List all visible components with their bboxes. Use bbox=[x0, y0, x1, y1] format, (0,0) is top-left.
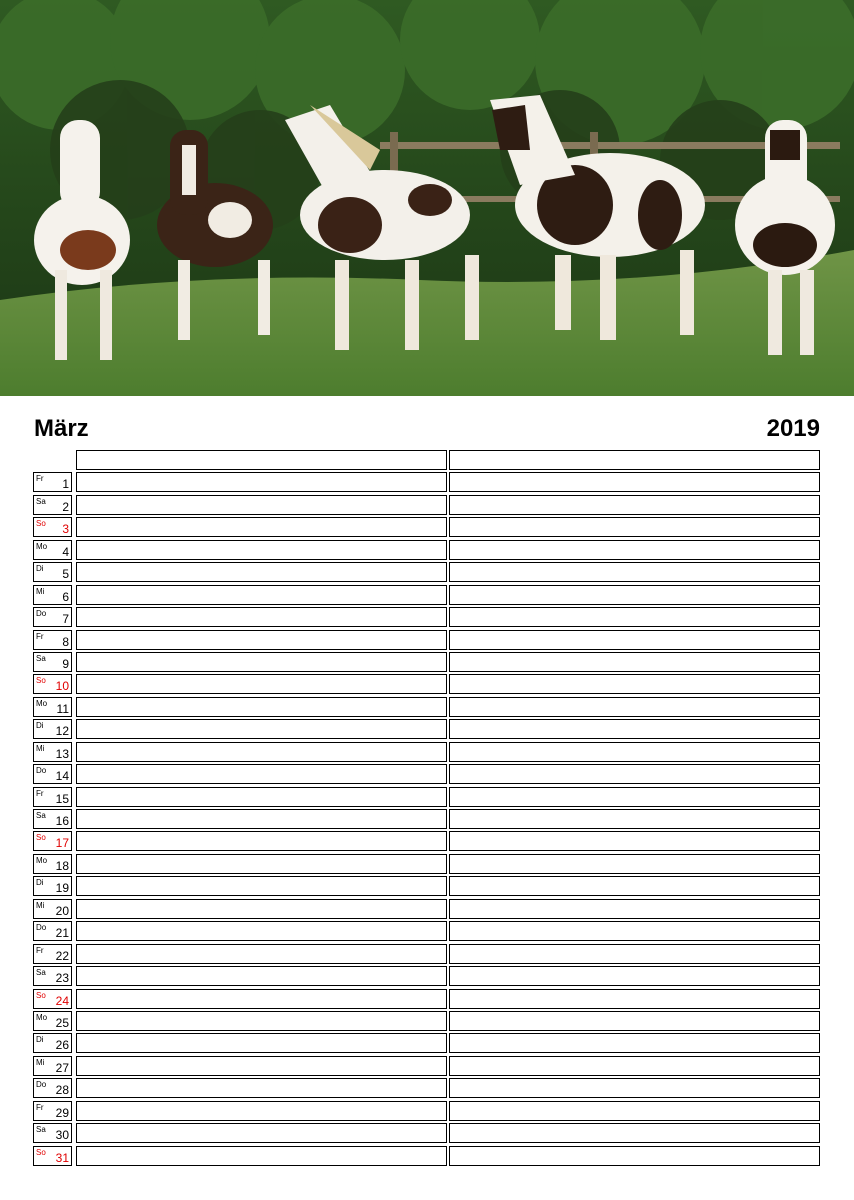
entry-field-left[interactable] bbox=[76, 809, 447, 829]
day-number: 27 bbox=[55, 1060, 69, 1075]
calendar-grid bbox=[33, 450, 821, 1168]
day-row bbox=[33, 831, 821, 851]
day-row bbox=[33, 854, 821, 874]
day-row bbox=[33, 764, 821, 784]
entry-field-left[interactable] bbox=[76, 1033, 447, 1053]
day-label-box bbox=[33, 697, 72, 717]
day-number: 7 bbox=[62, 612, 69, 627]
day-number: 15 bbox=[55, 791, 69, 806]
entry-field-left[interactable] bbox=[76, 652, 447, 672]
day-number: 13 bbox=[55, 746, 69, 761]
day-rows bbox=[33, 472, 821, 1165]
day-row bbox=[33, 1146, 821, 1166]
entry-field-right[interactable] bbox=[449, 966, 820, 986]
entry-field-left[interactable] bbox=[76, 742, 447, 762]
day-number: 17 bbox=[55, 836, 69, 851]
day-label-box bbox=[33, 831, 72, 851]
day-label-box bbox=[33, 630, 72, 650]
day-label-box bbox=[33, 989, 72, 1009]
day-label-box bbox=[33, 472, 72, 492]
day-label-box bbox=[33, 1146, 72, 1166]
day-label-box bbox=[33, 787, 72, 807]
day-row bbox=[33, 562, 821, 582]
entry-field-left[interactable] bbox=[76, 764, 447, 784]
entry-field-left[interactable] bbox=[76, 719, 447, 739]
day-label-box bbox=[33, 517, 72, 537]
day-label-box bbox=[33, 674, 72, 694]
day-row bbox=[33, 966, 821, 986]
day-number: 18 bbox=[55, 858, 69, 873]
weekday-label: Di bbox=[36, 1035, 44, 1045]
entry-field-left[interactable] bbox=[76, 787, 447, 807]
day-number: 8 bbox=[62, 634, 69, 649]
weekday-label: Mi bbox=[36, 743, 45, 753]
entry-field-left[interactable] bbox=[76, 1011, 447, 1031]
entry-field-right[interactable] bbox=[449, 697, 820, 717]
day-label-box bbox=[33, 1078, 72, 1098]
entry-field-left[interactable] bbox=[76, 674, 447, 694]
entry-field-left[interactable] bbox=[76, 1078, 447, 1098]
entry-field-left[interactable] bbox=[76, 472, 447, 492]
entry-field-left[interactable] bbox=[76, 899, 447, 919]
entry-field-right[interactable] bbox=[449, 809, 820, 829]
entry-field-right[interactable] bbox=[449, 674, 820, 694]
entry-field-right[interactable] bbox=[449, 585, 820, 605]
day-row bbox=[33, 630, 821, 650]
entry-field-left[interactable] bbox=[76, 989, 447, 1009]
day-number: 29 bbox=[55, 1105, 69, 1120]
weekday-label: Sa bbox=[36, 811, 46, 820]
weekday-label: So bbox=[36, 676, 46, 686]
day-row bbox=[33, 921, 821, 941]
entry-field-left[interactable] bbox=[76, 607, 447, 627]
day-row bbox=[33, 652, 821, 672]
day-number: 30 bbox=[55, 1128, 69, 1143]
entry-field-right[interactable] bbox=[449, 607, 820, 627]
entry-field-left[interactable] bbox=[76, 876, 447, 896]
entry-field-left[interactable] bbox=[76, 1146, 447, 1166]
day-row bbox=[33, 1078, 821, 1098]
day-row bbox=[33, 517, 821, 537]
entry-field-left[interactable] bbox=[76, 517, 447, 537]
day-row bbox=[33, 989, 821, 1009]
day-number: 11 bbox=[56, 701, 69, 716]
day-row bbox=[33, 1033, 821, 1053]
day-number: 9 bbox=[62, 656, 69, 671]
entry-field-right[interactable] bbox=[449, 831, 820, 851]
weekday-label: Di bbox=[36, 721, 44, 731]
day-row bbox=[33, 1101, 821, 1121]
day-label-box bbox=[33, 495, 72, 515]
day-row bbox=[33, 944, 821, 964]
day-label-box bbox=[33, 944, 72, 964]
day-label-box bbox=[33, 1123, 72, 1143]
entry-field-left[interactable] bbox=[76, 1101, 447, 1121]
day-label-box bbox=[33, 764, 72, 784]
weekday-label: Fr bbox=[36, 788, 44, 798]
entry-field-left[interactable] bbox=[76, 697, 447, 717]
day-label-box bbox=[33, 1101, 72, 1121]
entry-field-right[interactable] bbox=[449, 495, 820, 515]
weekday-label: Di bbox=[36, 878, 44, 888]
header-photo bbox=[0, 0, 854, 396]
weekday-label: So bbox=[36, 833, 46, 843]
day-label-box bbox=[33, 719, 72, 739]
day-number: 2 bbox=[62, 499, 69, 514]
day-number: 26 bbox=[55, 1038, 69, 1053]
day-number: 22 bbox=[55, 948, 69, 963]
entry-field-right[interactable] bbox=[449, 876, 820, 896]
weekday-label: Do bbox=[36, 609, 47, 619]
day-label-box bbox=[33, 921, 72, 941]
day-row bbox=[33, 1123, 821, 1143]
weekday-label: Do bbox=[36, 923, 47, 933]
day-label-box bbox=[33, 1056, 72, 1076]
day-number: 6 bbox=[62, 589, 69, 604]
weekday-label: Sa bbox=[36, 1125, 46, 1135]
day-row bbox=[33, 1011, 821, 1031]
day-row bbox=[33, 876, 821, 896]
day-row bbox=[33, 899, 821, 919]
entry-field-left[interactable] bbox=[76, 1056, 447, 1076]
entry-field-right[interactable] bbox=[449, 540, 820, 560]
weekday-label: So bbox=[36, 990, 46, 1000]
entry-field-right[interactable] bbox=[449, 921, 820, 941]
day-label-box bbox=[33, 562, 72, 582]
entry-field-right[interactable] bbox=[449, 652, 820, 672]
day-number: 25 bbox=[55, 1015, 69, 1030]
day-number: 1 bbox=[62, 477, 69, 492]
day-label-box bbox=[33, 1011, 72, 1031]
day-number: 16 bbox=[55, 814, 69, 828]
weekday-label: Sa bbox=[36, 968, 46, 978]
day-row bbox=[33, 809, 821, 829]
entry-field-right[interactable] bbox=[449, 1033, 820, 1053]
weekday-label: Mi bbox=[36, 586, 45, 596]
weekday-label: Fr bbox=[36, 474, 44, 484]
entry-field-right[interactable] bbox=[449, 472, 820, 492]
day-number: 12 bbox=[55, 724, 69, 739]
weekday-label: Mi bbox=[36, 1057, 45, 1067]
weekday-label: Fr bbox=[36, 945, 44, 955]
day-row bbox=[33, 787, 821, 807]
weekday-label: Fr bbox=[36, 631, 44, 641]
entry-field-left[interactable] bbox=[76, 921, 447, 941]
entry-field-right[interactable] bbox=[449, 787, 820, 807]
day-row bbox=[33, 697, 821, 717]
day-number: 23 bbox=[55, 971, 69, 986]
entry-field-left[interactable] bbox=[76, 854, 447, 874]
entry-field-left[interactable] bbox=[76, 540, 447, 560]
weekday-label: Mo bbox=[36, 855, 48, 865]
entry-field-right[interactable] bbox=[449, 630, 820, 650]
entry-field-right[interactable] bbox=[449, 764, 820, 784]
day-number: 28 bbox=[55, 1083, 69, 1098]
weekday-label: Fr bbox=[36, 1102, 44, 1112]
day-number: 4 bbox=[62, 544, 69, 559]
weekday-label: Di bbox=[36, 564, 44, 574]
day-label-box bbox=[33, 809, 72, 829]
day-number: 24 bbox=[55, 993, 69, 1008]
entry-field-right[interactable] bbox=[449, 944, 820, 964]
entry-field-left[interactable] bbox=[76, 495, 447, 515]
entry-field-left[interactable] bbox=[76, 562, 447, 582]
weekday-label: Sa bbox=[36, 496, 46, 506]
day-row bbox=[33, 1056, 821, 1076]
weekday-label: Mo bbox=[36, 541, 48, 551]
entry-field-left[interactable] bbox=[76, 630, 447, 650]
day-label-box bbox=[33, 585, 72, 605]
weekday-label: Do bbox=[36, 1080, 47, 1090]
day-row bbox=[33, 674, 821, 694]
day-number: 14 bbox=[55, 769, 69, 784]
day-row bbox=[33, 540, 821, 560]
entry-field-right[interactable] bbox=[449, 1101, 820, 1121]
day-label-box bbox=[33, 742, 72, 762]
day-number: 19 bbox=[55, 881, 69, 896]
day-label-box bbox=[33, 876, 72, 896]
entry-field-right[interactable] bbox=[449, 719, 820, 739]
entry-field-right[interactable] bbox=[449, 742, 820, 762]
entry-field-left[interactable] bbox=[76, 1123, 447, 1143]
weekday-label: So bbox=[36, 1147, 46, 1157]
day-number: 3 bbox=[62, 522, 69, 537]
day-label-box bbox=[33, 1033, 72, 1053]
day-row bbox=[33, 495, 821, 515]
entry-field-right[interactable] bbox=[449, 1146, 820, 1166]
entry-field-right[interactable] bbox=[449, 1123, 820, 1143]
entry-field-right[interactable] bbox=[449, 517, 820, 537]
day-number: 20 bbox=[55, 903, 69, 918]
weekday-label: So bbox=[36, 519, 46, 529]
entry-field-left[interactable] bbox=[76, 966, 447, 986]
entry-field-left[interactable] bbox=[76, 944, 447, 964]
header-field-right[interactable] bbox=[449, 450, 820, 470]
month-title: März bbox=[34, 415, 89, 442]
header-row bbox=[33, 450, 821, 470]
day-number: 31 bbox=[55, 1150, 69, 1165]
weekday-label: Do bbox=[36, 766, 47, 776]
day-row bbox=[33, 585, 821, 605]
entry-field-left[interactable] bbox=[76, 585, 447, 605]
entry-field-right[interactable] bbox=[449, 1011, 820, 1031]
day-number: 21 bbox=[55, 926, 69, 941]
day-label-box bbox=[33, 607, 72, 627]
day-label-box bbox=[33, 899, 72, 919]
entry-field-right[interactable] bbox=[449, 562, 820, 582]
day-number: 5 bbox=[62, 567, 69, 582]
day-row bbox=[33, 472, 821, 492]
weekday-label: Mi bbox=[36, 900, 45, 910]
day-row bbox=[33, 719, 821, 739]
weekday-label: Sa bbox=[36, 653, 46, 663]
entry-field-right[interactable] bbox=[449, 1056, 820, 1076]
weekday-label: Mo bbox=[36, 698, 48, 708]
day-row bbox=[33, 607, 821, 627]
entry-field-right[interactable] bbox=[449, 1078, 820, 1098]
weekday-label: Mo bbox=[36, 1012, 48, 1022]
header-field-left[interactable] bbox=[76, 450, 447, 470]
entry-field-right[interactable] bbox=[449, 899, 820, 919]
day-label-box bbox=[33, 652, 72, 672]
entry-field-right[interactable] bbox=[449, 854, 820, 874]
day-label-box bbox=[33, 540, 72, 560]
day-label-box bbox=[33, 966, 72, 986]
day-label-box bbox=[33, 854, 72, 874]
day-row bbox=[33, 742, 821, 762]
entry-field-right[interactable] bbox=[449, 989, 820, 1009]
entry-field-left[interactable] bbox=[76, 831, 447, 851]
day-number: 10 bbox=[55, 679, 69, 694]
year-title: 2019 bbox=[766, 415, 820, 442]
